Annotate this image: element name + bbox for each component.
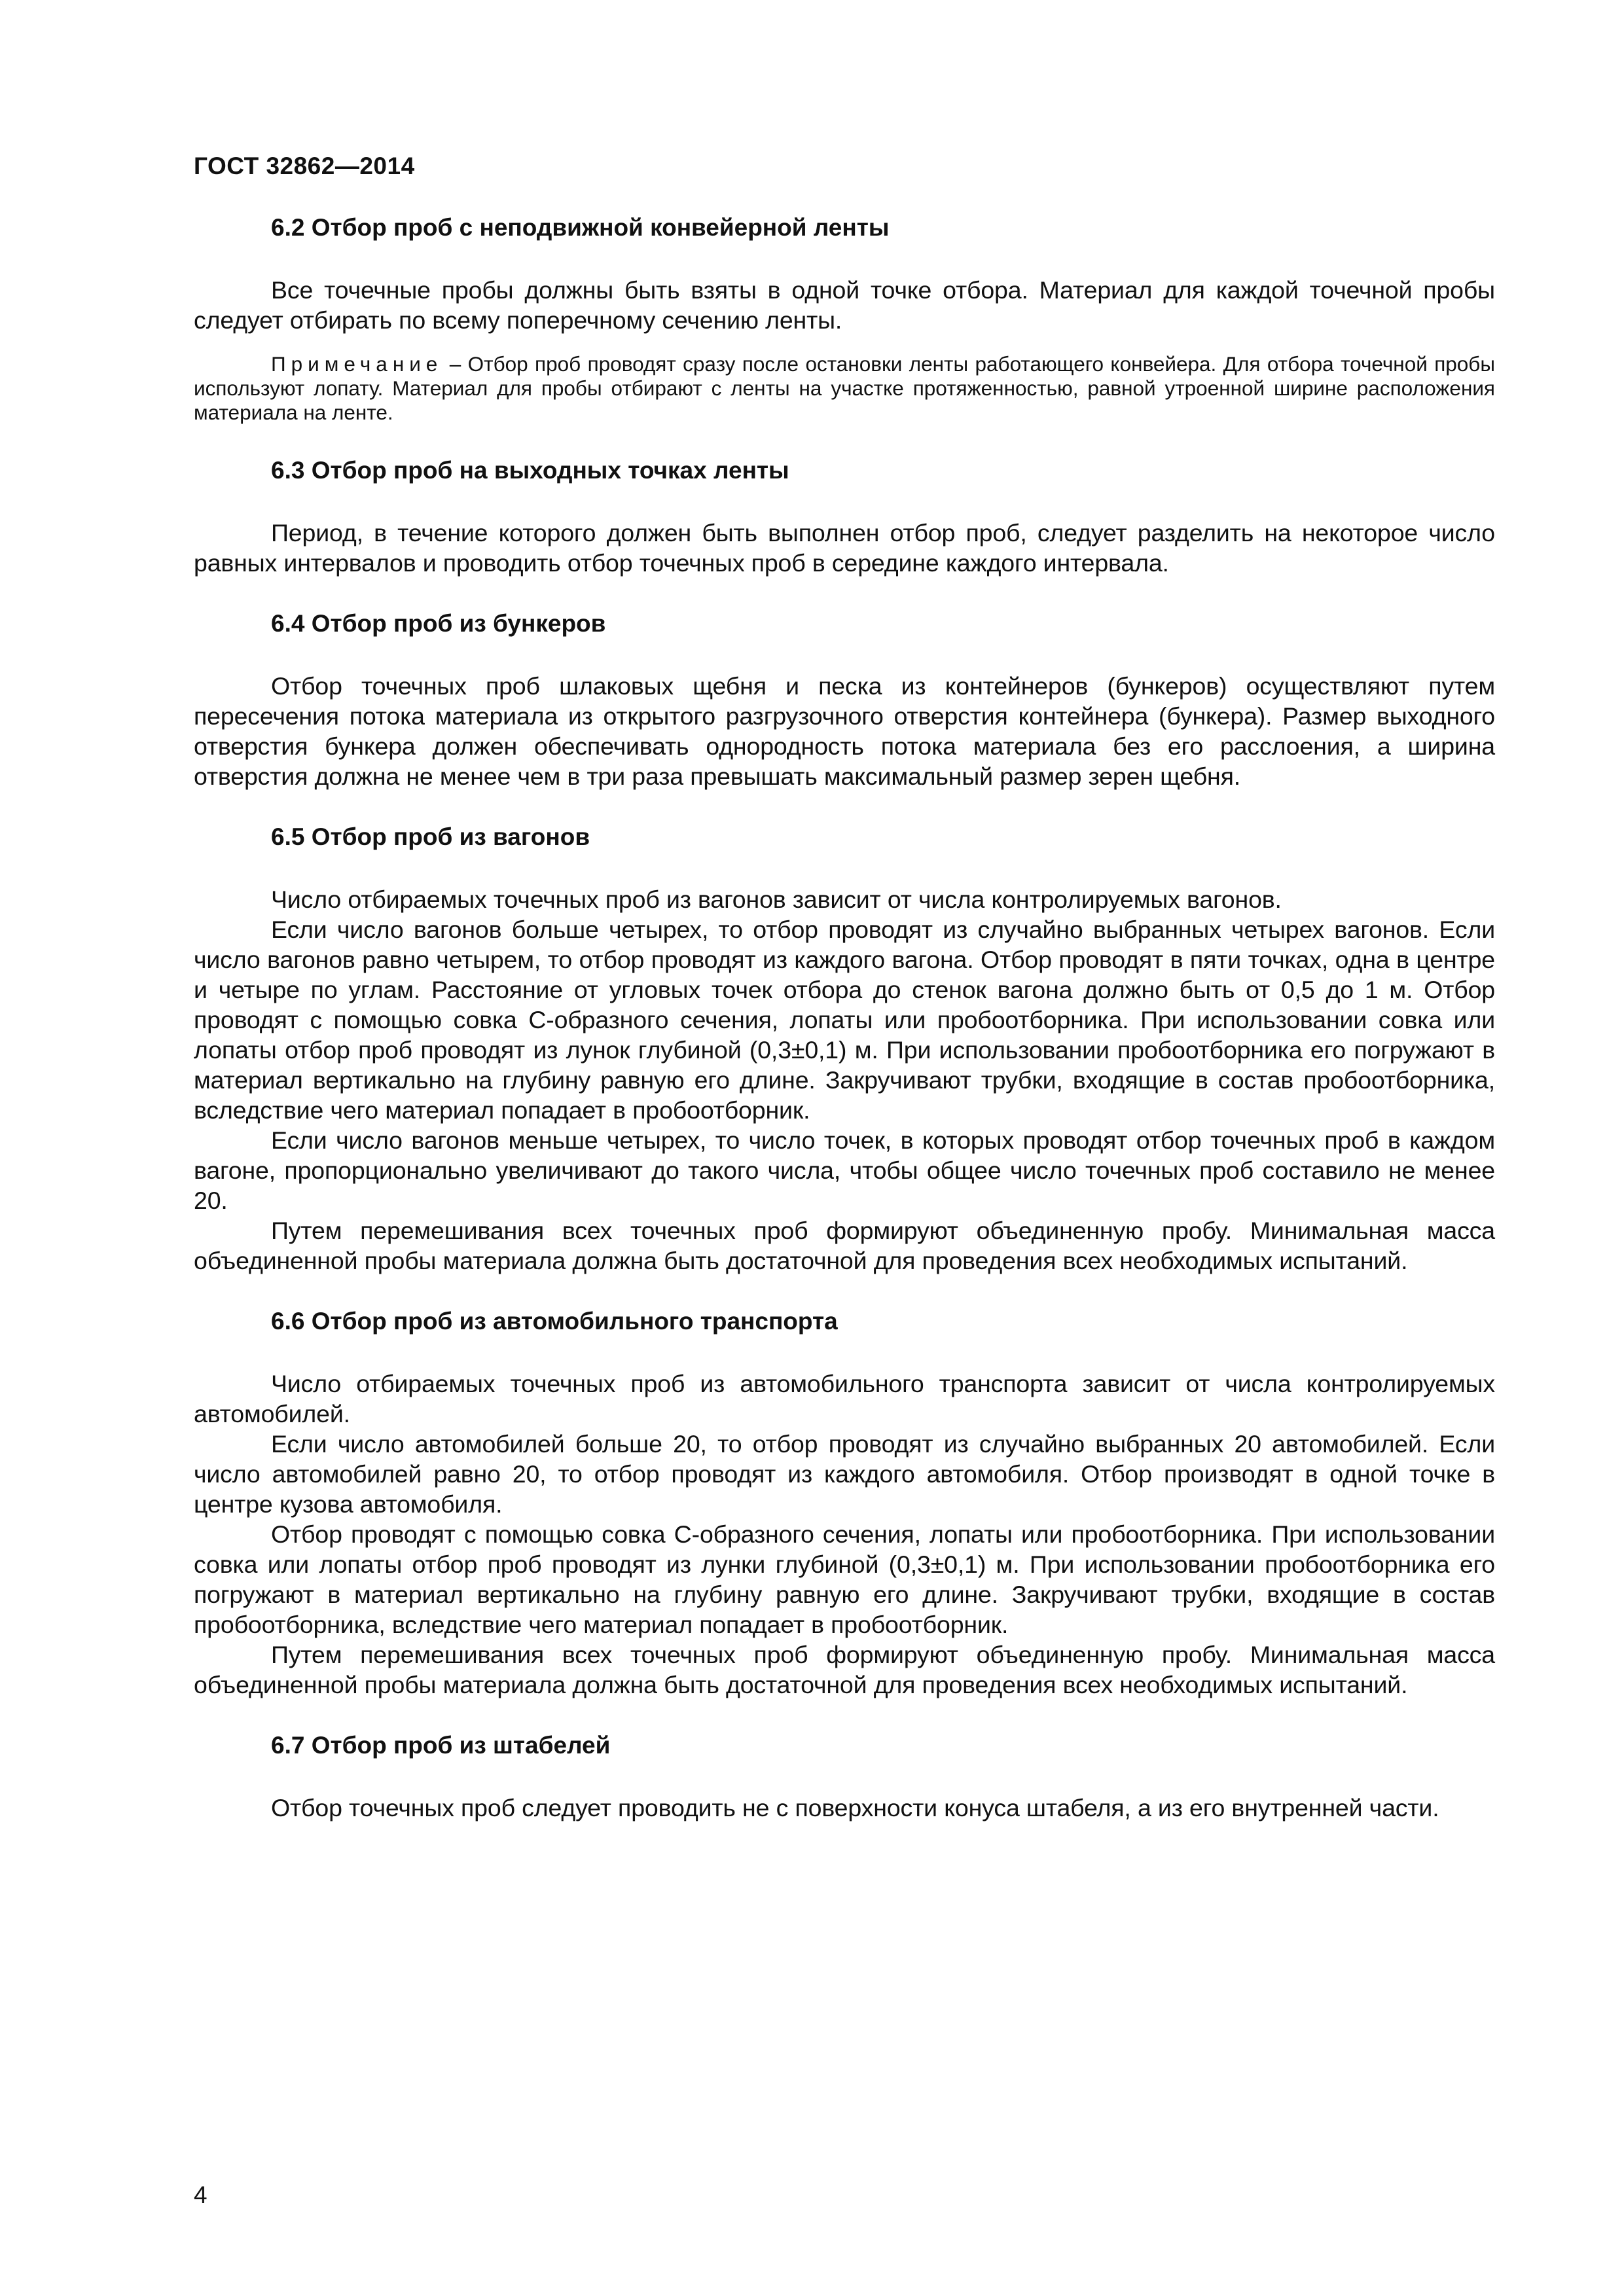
paragraph: Отбор точечных проб шлаковых щебня и песка из контейнеров (бункеров) осуществляют путем пересечения потока материала из открытого разгрузочного отверстия контейнера (бункера). Размер выходного отверстия бункера должен обеспечивать однородность потока материала без его расслоения, а ширина отверстия должна не менее чем в три раза превышать максимальный размер зерен щебня. bbox=[194, 672, 1495, 790]
section-title: 6.2 Отбор проб с неподвижной конвейерной ленты bbox=[271, 214, 890, 241]
section-body bbox=[194, 275, 1495, 425]
paragraph: Если число автомобилей больше 20, то отбор проводят из случайно выбранных 20 автомобилей. Если число автомобилей равно 20, то отбор проводят из каждого автомобиля. Отбор производят в одной точке в центре кузова автомобиля. bbox=[194, 1430, 1495, 1518]
section-body bbox=[194, 671, 1495, 791]
paragraph: Период, в течение которого должен быть выполнен отбор проб, следует разделить на некоторое число равных интервалов и проводить отбор точечных проб в середине каждого интервала. bbox=[194, 519, 1495, 577]
paragraph: Путем перемешивания всех точечных проб формируют объединенную пробу. Минимальная масса объединенной пробы материала должна быть достаточной для проведения всех необходимых испытаний. bbox=[194, 1217, 1495, 1274]
note-label: Примечание bbox=[271, 352, 443, 376]
section-6-5 bbox=[194, 823, 1495, 1276]
note-text: – Отбор проб проводят сразу после остановки ленты работающего конвейера. Для отбора точечной пробы используют лопату. Материал для пробы отбирают с ленты на участке протяженностью, равной утроенной ширине расположения материала на ленте. bbox=[194, 352, 1495, 424]
paragraph: Число отбираемых точечных проб из вагонов зависит от числа контролируемых вагонов. bbox=[271, 886, 1282, 913]
section-title: 6.5 Отбор проб из вагонов bbox=[271, 823, 590, 850]
section-body bbox=[194, 1793, 1495, 1823]
section-6-2 bbox=[194, 213, 1495, 425]
section-6-6 bbox=[194, 1307, 1495, 1700]
section-6-4 bbox=[194, 609, 1495, 791]
section-body bbox=[194, 1369, 1495, 1700]
section-6-3 bbox=[194, 456, 1495, 578]
paragraph: Все точечные пробы должны быть взяты в одной точке отбора. Материал для каждой точечной пробы следует отбирать по всему поперечному сечению ленты. bbox=[194, 276, 1495, 334]
paragraph: Число отбираемых точечных проб из автомобильного транспорта зависит от числа контролируемых автомобилей. bbox=[194, 1370, 1495, 1427]
paragraph: Если число вагонов меньше четырех, то число точек, в которых проводят отбор точечных проб в каждом вагоне, пропорционально увеличивают до такого числа, чтобы общее число точечных проб составило не менее 20. bbox=[194, 1126, 1495, 1214]
section-body bbox=[194, 518, 1495, 578]
section-title: 6.4 Отбор проб из бункеров bbox=[271, 610, 606, 637]
note bbox=[194, 352, 1495, 425]
paragraph: Отбор проводят с помощью совка С-образного сечения, лопаты или пробоотборника. При использовании совка или лопаты отбор проб проводят из лунки глубиной (0,3±0,1) м. При использовании пробоотборника его погружают в материал вертикально на глубину равную его длине. Закручивают трубки, входящие в состав пробоотборника, вследствие чего материал попадает в пробоотборник. bbox=[194, 1520, 1495, 1638]
section-6-7 bbox=[194, 1731, 1495, 1823]
document-page bbox=[194, 152, 1495, 2259]
paragraph: Отбор точечных проб следует проводить не с поверхности конуса штабеля, а из его внутренней части. bbox=[271, 1794, 1439, 1821]
section-title: 6.3 Отбор проб на выходных точках ленты bbox=[271, 457, 789, 484]
section-title: 6.6 Отбор проб из автомобильного транспорта bbox=[271, 1308, 838, 1335]
page-number: 4 bbox=[194, 2181, 208, 2208]
section-title: 6.7 Отбор проб из штабелей bbox=[271, 1732, 611, 1759]
section-body bbox=[194, 884, 1495, 1276]
paragraph: Если число вагонов больше четырех, то отбор проводят из случайно выбранных четырех вагонов. Если число вагонов равно четырем, то отбор проводят из каждого вагона. Отбор проводят в пяти точках, одна в центре и четыре по углам. Расстояние от угловых точек отбора до стенок вагона должно быть от 0,5 до 1 м. Отбор проводят с помощью совка С-образного сечения, лопаты или пробоотборника. При использовании совка или лопаты отбор проб проводят из лунок глубиной (0,3±0,1) м. При использовании пробоотборника его погружают в материал вертикально на глубину равную его длине. Закручивают трубки, входящие в состав пробоотборника, вследствие чего материал попадает в пробоотборник. bbox=[194, 916, 1495, 1124]
document-id-header: ГОСТ 32862—2014 bbox=[194, 152, 415, 179]
paragraph: Путем перемешивания всех точечных проб формируют объединенную пробу. Минимальная масса объединенной пробы материала должна быть достаточной для проведения всех необходимых испытаний. bbox=[194, 1641, 1495, 1698]
